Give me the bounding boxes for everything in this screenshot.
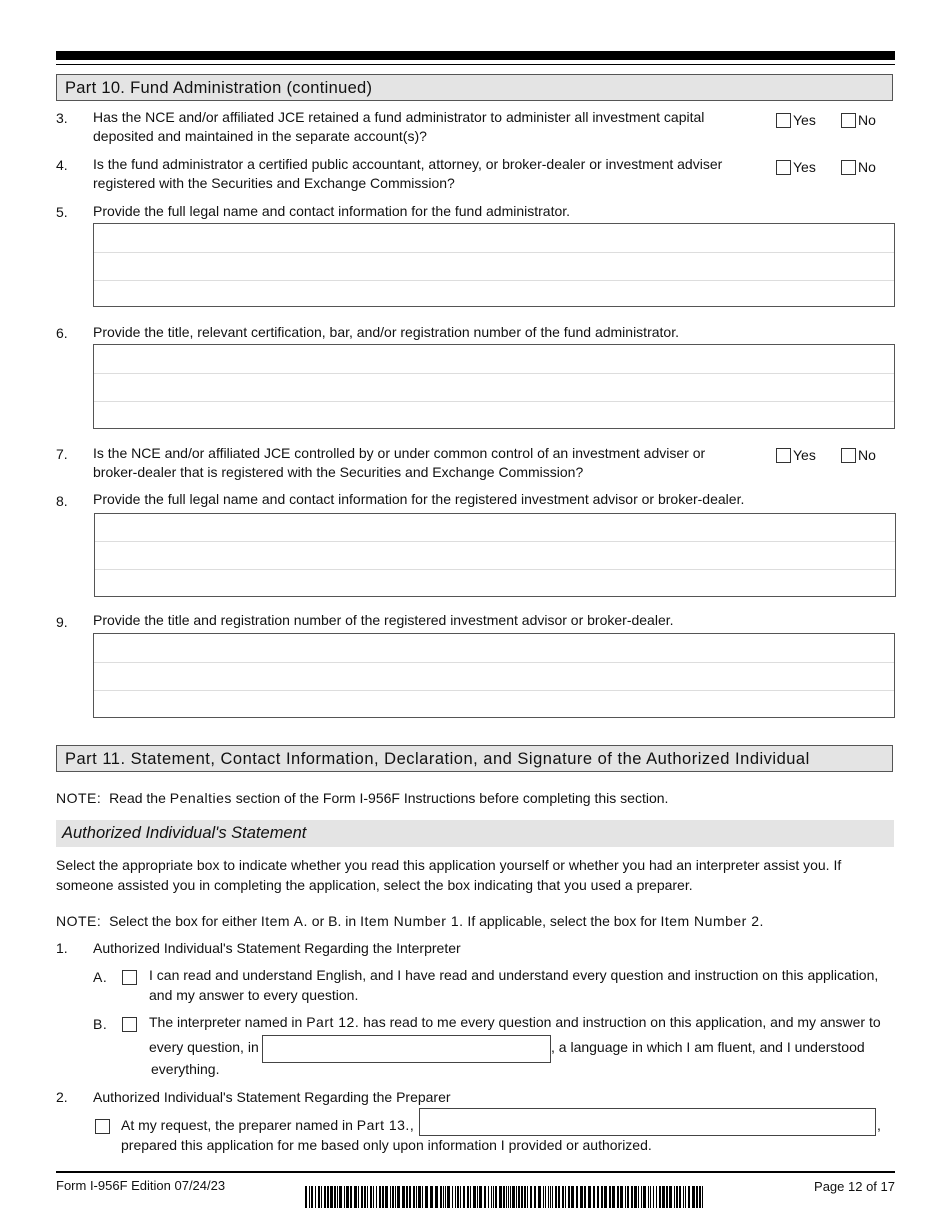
statement-intro: Select the appropriate box to indicate whether you read this application yourself or whether you had an interpreter assist you. If someone assisted you in completing the application, select the box indicating that you used a preparer. bbox=[56, 857, 842, 893]
barcode-bar bbox=[479, 1186, 482, 1208]
barcode-bar bbox=[346, 1186, 349, 1208]
item-5-number: 5. bbox=[56, 204, 68, 220]
top-rule-thin bbox=[56, 64, 895, 65]
language-input[interactable] bbox=[262, 1035, 551, 1063]
item-3-number: 3. bbox=[56, 110, 68, 126]
barcode-bar bbox=[597, 1186, 599, 1208]
item-3-no-checkbox[interactable] bbox=[841, 113, 856, 128]
option-b-label: B. bbox=[93, 1016, 108, 1032]
barcode-bar bbox=[457, 1186, 459, 1208]
statement-item-1-number: 1. bbox=[56, 940, 68, 956]
barcode-bar bbox=[617, 1186, 619, 1208]
barcode-bar bbox=[373, 1186, 374, 1208]
note-ref: Item A. bbox=[260, 913, 308, 929]
barcode-bar bbox=[413, 1186, 415, 1208]
barcode-bar bbox=[650, 1186, 651, 1208]
barcode-bar bbox=[516, 1186, 517, 1208]
barcode-bar bbox=[552, 1186, 553, 1208]
item-4-yes-checkbox[interactable] bbox=[776, 160, 791, 175]
part11-header: Part 11. Statement, Contact Information, Declaration, and Signature of the Authorized Individual bbox=[56, 745, 893, 772]
note-text: section of the Form I-956F Instructions before completing this section. bbox=[231, 790, 669, 806]
barcode-bar bbox=[435, 1186, 438, 1208]
item-6-textarea[interactable] bbox=[93, 344, 895, 429]
footer-rule bbox=[56, 1171, 895, 1173]
barcode-bar bbox=[477, 1186, 478, 1208]
barcode-bar bbox=[674, 1186, 675, 1208]
barcode-bar bbox=[491, 1186, 492, 1208]
barcode-bar bbox=[334, 1186, 336, 1208]
barcode-bar bbox=[318, 1186, 320, 1208]
barcode-bar bbox=[488, 1186, 489, 1208]
item-5-textarea[interactable] bbox=[93, 223, 895, 307]
barcode-bar bbox=[339, 1186, 342, 1208]
yes-label: Yes bbox=[793, 447, 816, 463]
barcode-bar bbox=[430, 1186, 433, 1208]
part13-ref: Part 13. bbox=[356, 1117, 410, 1133]
item-8-number: 8. bbox=[56, 493, 68, 509]
item-4-yes[interactable] bbox=[776, 159, 816, 175]
preparer-text: At my request, the preparer named in bbox=[121, 1117, 357, 1133]
barcode-bar bbox=[354, 1186, 357, 1208]
item-8-textarea[interactable] bbox=[94, 513, 896, 597]
statement-item-2-number: 2. bbox=[56, 1089, 68, 1105]
barcode-bar bbox=[406, 1186, 408, 1208]
barcode-bar bbox=[534, 1186, 536, 1208]
barcode-bar bbox=[576, 1186, 578, 1208]
preparer-text: , bbox=[409, 1117, 414, 1133]
no-label: No bbox=[858, 447, 876, 463]
barcode-bar bbox=[527, 1186, 528, 1208]
barcode-bar bbox=[609, 1186, 611, 1208]
barcode-bar bbox=[512, 1186, 515, 1208]
barcode-bar bbox=[688, 1186, 690, 1208]
barcode-bar bbox=[470, 1186, 471, 1208]
barcode-bar bbox=[305, 1186, 307, 1208]
barcode-bar bbox=[425, 1186, 428, 1208]
option-b-text-line3: everything. bbox=[151, 1061, 220, 1077]
barcode-bar bbox=[565, 1186, 566, 1208]
barcode-bar bbox=[385, 1186, 388, 1208]
barcode-bar bbox=[696, 1186, 698, 1208]
barcode-bar bbox=[364, 1186, 366, 1208]
statement-item-1-label: Authorized Individual's Statement Regarding the Interpreter bbox=[93, 940, 461, 956]
barcode-bar bbox=[330, 1186, 333, 1208]
barcode-bar bbox=[484, 1186, 486, 1208]
item-7-yes-checkbox[interactable] bbox=[776, 448, 791, 463]
barcode-bar bbox=[337, 1186, 338, 1208]
barcode-bar bbox=[562, 1186, 564, 1208]
barcode-bar bbox=[467, 1186, 469, 1208]
barcode-bar bbox=[692, 1186, 695, 1208]
barcode-bar bbox=[311, 1186, 313, 1208]
barcode-bar bbox=[571, 1186, 574, 1208]
barcode-bar bbox=[452, 1186, 453, 1208]
barcode-bar bbox=[604, 1186, 607, 1208]
barcode-bar bbox=[643, 1186, 646, 1208]
yes-label: Yes bbox=[793, 159, 816, 175]
barcode-bar bbox=[309, 1186, 310, 1208]
top-rule-thick bbox=[56, 51, 895, 60]
barcode-bar bbox=[460, 1186, 461, 1208]
barcode-bar bbox=[638, 1186, 639, 1208]
barcode-bar bbox=[631, 1186, 633, 1208]
authorized-statement-header: Authorized Individual's Statement bbox=[56, 820, 894, 847]
barcode-bar bbox=[548, 1186, 549, 1208]
item-7-question: Is the NCE and/or affiliated JCE controlled by or under common control of an investment adviser or broker-dealer that is registered with the Securities and Exchange Commission? bbox=[93, 445, 706, 480]
item-6-number: 6. bbox=[56, 325, 68, 341]
preparer-comma: , bbox=[877, 1117, 881, 1133]
barcode-bar bbox=[495, 1186, 497, 1208]
preparer-name-input[interactable] bbox=[419, 1108, 876, 1136]
barcode-bar bbox=[627, 1186, 629, 1208]
option-a-label: A. bbox=[93, 969, 108, 985]
barcode-bar bbox=[321, 1186, 322, 1208]
item-7-no[interactable] bbox=[841, 447, 876, 463]
part12-ref: Part 12. bbox=[306, 1014, 360, 1030]
barcode-bar bbox=[521, 1186, 523, 1208]
note-text: Select the box for either bbox=[109, 913, 261, 929]
barcode-bar bbox=[445, 1186, 446, 1208]
option-b-text-line2b: , a language in which I am fluent, and I understood bbox=[551, 1039, 865, 1055]
item-9-question: Provide the title and registration number of the registered investment advisor or broker-dealer. bbox=[93, 612, 674, 628]
part10-header: Part 10. Fund Administration (continued) bbox=[56, 74, 893, 101]
barcode-bar bbox=[666, 1186, 668, 1208]
barcode-bar bbox=[392, 1186, 394, 1208]
footer-form-edition: Form I-956F Edition 07/24/23 bbox=[56, 1178, 226, 1193]
barcode-bar bbox=[518, 1186, 520, 1208]
option-a-checkbox[interactable] bbox=[122, 970, 137, 985]
barcode-bar bbox=[402, 1186, 405, 1208]
barcode-bar bbox=[530, 1186, 532, 1208]
statement-item-2-label: Authorized Individual's Statement Regarding the Preparer bbox=[93, 1089, 451, 1105]
note-penalties-ref: Penalties bbox=[169, 790, 232, 806]
note-penalties bbox=[56, 788, 896, 808]
barcode-bar bbox=[499, 1186, 502, 1208]
barcode-bar bbox=[510, 1186, 511, 1208]
barcode-bar bbox=[656, 1186, 657, 1208]
barcode-bar bbox=[390, 1186, 391, 1208]
barcode-bar bbox=[648, 1186, 649, 1208]
item-4-no[interactable] bbox=[841, 159, 876, 175]
barcode-bar bbox=[641, 1186, 642, 1208]
item-9-textarea[interactable] bbox=[93, 633, 895, 718]
option-b-checkbox[interactable] bbox=[122, 1017, 137, 1032]
barcode-bar bbox=[409, 1186, 411, 1208]
barcode-bar bbox=[327, 1186, 329, 1208]
item-9-number: 9. bbox=[56, 614, 68, 630]
barcode-image bbox=[305, 1186, 712, 1208]
barcode-bar bbox=[543, 1186, 544, 1208]
item-4-number: 4. bbox=[56, 157, 68, 173]
note-ref: B. bbox=[328, 913, 342, 929]
note-select-box bbox=[56, 911, 896, 931]
no-label: No bbox=[858, 112, 876, 128]
footer-page-number: Page 12 of 17 bbox=[814, 1179, 895, 1194]
barcode-bar bbox=[593, 1186, 595, 1208]
note-ref: Item Number 1. bbox=[360, 913, 464, 929]
barcode-bar bbox=[676, 1186, 678, 1208]
barcode-bar bbox=[379, 1186, 381, 1208]
item-3-yes-checkbox[interactable] bbox=[776, 113, 791, 128]
barcode-bar bbox=[508, 1186, 509, 1208]
barcode-bar bbox=[440, 1186, 442, 1208]
item-7-yes[interactable] bbox=[776, 447, 816, 463]
barcode-bar bbox=[699, 1186, 701, 1208]
note-label: NOTE: bbox=[56, 790, 102, 806]
barcode-bar bbox=[395, 1186, 396, 1208]
note-ref: Item Number 2. bbox=[660, 913, 764, 929]
barcode-bar bbox=[447, 1186, 450, 1208]
preparer-text-line1 bbox=[121, 1115, 414, 1135]
option-b-text: has read to me every question and instruction on this application, and my answer to bbox=[359, 1014, 881, 1030]
item-5-question: Provide the full legal name and contact information for the fund administrator. bbox=[93, 203, 571, 219]
barcode-bar bbox=[524, 1186, 526, 1208]
barcode-bar bbox=[659, 1186, 661, 1208]
barcode-bar bbox=[315, 1186, 316, 1208]
barcode-bar bbox=[634, 1186, 637, 1208]
barcode-bar bbox=[418, 1186, 421, 1208]
option-b-text-line2: every question, in bbox=[149, 1039, 259, 1055]
item-3-yes[interactable] bbox=[776, 112, 816, 128]
barcode-bar bbox=[344, 1186, 345, 1208]
barcode-bar bbox=[376, 1186, 377, 1208]
barcode-bar bbox=[324, 1186, 326, 1208]
item-4-question: Is the fund administrator a certified public accountant, attorney, or broker-dealer or investment adviser registered with the Securities and Exchange Commission? bbox=[93, 156, 723, 191]
barcode-bar bbox=[662, 1186, 665, 1208]
barcode-bar bbox=[493, 1186, 494, 1208]
barcode-bar bbox=[473, 1186, 476, 1208]
barcode-bar bbox=[370, 1186, 372, 1208]
barcode-bar bbox=[463, 1186, 465, 1208]
barcode-bar bbox=[545, 1186, 546, 1208]
item-3-question: Has the NCE and/or affiliated JCE retained a fund administrator to administer all investment capital deposited and maintained in the separate account(s)? bbox=[93, 109, 705, 144]
barcode-bar bbox=[422, 1186, 423, 1208]
barcode-bar bbox=[503, 1186, 505, 1208]
note-text: or bbox=[307, 913, 329, 929]
no-label: No bbox=[858, 159, 876, 175]
barcode-bar bbox=[702, 1186, 703, 1208]
barcode-bar bbox=[679, 1186, 681, 1208]
option-b-text-line1 bbox=[149, 1012, 894, 1032]
barcode-bar bbox=[580, 1186, 583, 1208]
barcode-bar bbox=[584, 1186, 586, 1208]
barcode-bar bbox=[568, 1186, 570, 1208]
note-text: If applicable, select the box for bbox=[463, 913, 661, 929]
note-label: NOTE: bbox=[56, 913, 102, 929]
item-8-question: Provide the full legal name and contact information for the registered investment advisor or broker-dealer. bbox=[93, 491, 745, 507]
barcode-bar bbox=[685, 1186, 686, 1208]
item-4-no-checkbox[interactable] bbox=[841, 160, 856, 175]
barcode-bar bbox=[443, 1186, 444, 1208]
barcode-bar bbox=[506, 1186, 507, 1208]
barcode-bar bbox=[620, 1186, 623, 1208]
item-7-no-checkbox[interactable] bbox=[841, 448, 856, 463]
barcode-bar bbox=[625, 1186, 626, 1208]
barcode-bar bbox=[350, 1186, 352, 1208]
item-3-no[interactable] bbox=[841, 112, 876, 128]
barcode-bar bbox=[358, 1186, 359, 1208]
yes-label: Yes bbox=[793, 112, 816, 128]
barcode-bar bbox=[653, 1186, 654, 1208]
barcode-bar bbox=[416, 1186, 417, 1208]
barcode-bar bbox=[367, 1186, 368, 1208]
item-7-number: 7. bbox=[56, 446, 68, 462]
barcode-bar bbox=[555, 1186, 557, 1208]
note-text: Read the bbox=[109, 790, 170, 806]
barcode-bar bbox=[601, 1186, 603, 1208]
barcode-bar bbox=[612, 1186, 615, 1208]
preparer-checkbox[interactable] bbox=[95, 1119, 110, 1134]
barcode-bar bbox=[683, 1186, 684, 1208]
option-a-text: I can read and understand English, and I have read and understand every question and instruction on this application, and my answer to every question. bbox=[149, 967, 879, 1003]
barcode-bar bbox=[538, 1186, 541, 1208]
barcode-bar bbox=[669, 1186, 672, 1208]
barcode-bar bbox=[550, 1186, 551, 1208]
option-b-text: The interpreter named in bbox=[149, 1014, 307, 1030]
item-6-question: Provide the title, relevant certification, bar, and/or registration number of the fund administrator. bbox=[93, 324, 679, 340]
barcode-bar bbox=[382, 1186, 384, 1208]
preparer-text-line2: prepared this application for me based only upon information I provided or authorized. bbox=[121, 1137, 652, 1153]
barcode-bar bbox=[588, 1186, 591, 1208]
barcode-bar bbox=[361, 1186, 363, 1208]
barcode-bar bbox=[558, 1186, 560, 1208]
barcode-bar bbox=[455, 1186, 456, 1208]
note-text: in bbox=[341, 913, 361, 929]
barcode-bar bbox=[397, 1186, 400, 1208]
